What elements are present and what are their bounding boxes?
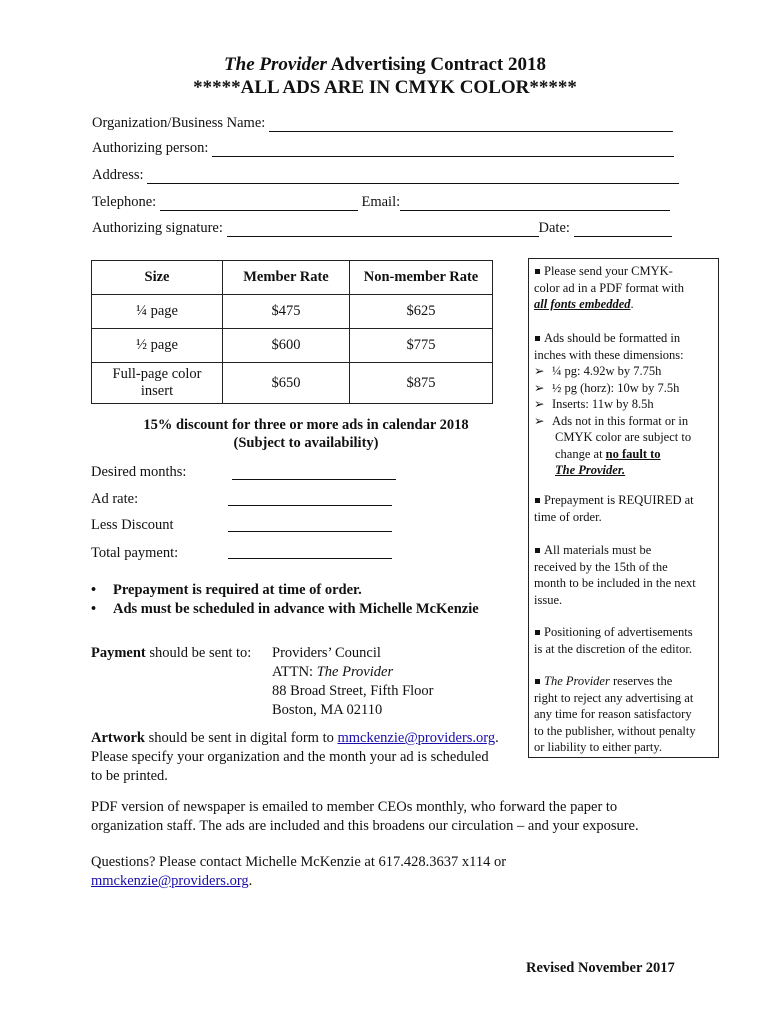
- dimension-item: [534, 380, 716, 397]
- sidebar-publication: The Provider: [544, 674, 610, 688]
- table-row: [92, 363, 493, 404]
- bullet-dot-icon: •: [91, 582, 97, 598]
- cell-size: ½ page: [92, 329, 223, 363]
- sidebar-line: [534, 624, 716, 641]
- signature-field: [92, 220, 672, 237]
- artwork-email-link[interactable]: mmckenzie@providers.org: [337, 730, 496, 746]
- arrow-bullet-icon: ➢: [534, 364, 545, 378]
- sidebar-line: to the publisher, without penalty: [534, 723, 696, 738]
- sidebar-text: Positioning of advertisements: [544, 625, 693, 639]
- dimension-item: [534, 413, 716, 430]
- discount-input-line[interactable]: [228, 530, 392, 532]
- address-label: Address:: [92, 167, 144, 183]
- sidebar-note-dimensions: [534, 330, 716, 479]
- cell-size: ¼ page: [92, 295, 223, 329]
- person-field: [92, 140, 674, 157]
- sidebar-line: [534, 492, 716, 509]
- date-label: Date:: [538, 220, 570, 236]
- org-input-line[interactable]: [269, 117, 673, 132]
- artwork-line1: [91, 729, 531, 748]
- signature-label: Authorizing signature:: [92, 220, 223, 236]
- square-bullet-icon: [535, 336, 540, 341]
- square-bullet-icon: [535, 548, 540, 553]
- sidebar-line: [534, 330, 716, 347]
- title-publication: The Provider: [224, 54, 327, 75]
- sidebar-line: [534, 296, 716, 313]
- artwork-section: [91, 729, 531, 786]
- sidebar-line: time of order.: [534, 509, 602, 524]
- bullet-schedule: [91, 601, 479, 618]
- paragraph-line: PDF version of newspaper is emailed to member CEOs monthly, who forward the paper to: [91, 799, 618, 815]
- sidebar-line: any time for reason satisfactory: [534, 707, 692, 721]
- payment-address: [272, 644, 434, 720]
- sidebar-line: is at the discretion of the editor.: [534, 641, 692, 656]
- title-rest: Advertising Contract 2018: [326, 54, 546, 75]
- total-input-line[interactable]: [228, 557, 392, 559]
- email-input-line[interactable]: [400, 196, 670, 211]
- address-line: 88 Broad Street, Fifth Floor: [272, 683, 434, 699]
- sidebar-text: ¼ pg: 4.92w by 7.75h: [552, 364, 662, 378]
- arrow-bullet-icon: ➢: [534, 380, 545, 395]
- sidebar-text: Ads not in this format or in: [552, 413, 689, 428]
- col-header-member: Member Rate: [223, 261, 350, 295]
- table-header-row: [92, 261, 493, 295]
- sidebar-line: [534, 542, 716, 559]
- sidebar-line: [534, 446, 716, 463]
- artwork-text: should be sent in digital form to: [144, 730, 338, 746]
- sidebar-text: Inserts: 11w by 8.5h: [552, 397, 654, 411]
- sidebar-note-prepayment: [534, 492, 716, 525]
- page-title: [0, 54, 770, 76]
- page-subtitle: *****ALL ADS ARE IN CMYK COLOR*****: [193, 77, 577, 98]
- total-label: Total payment:: [91, 545, 179, 561]
- org-label: Organization/Business Name:: [92, 115, 266, 131]
- address-line: [272, 663, 434, 682]
- sidebar-line: [534, 673, 716, 690]
- fonts-embedded-emph: all fonts embedded: [534, 297, 631, 311]
- sidebar-line: received by the 15th of the: [534, 559, 668, 574]
- months-label: Desired months:: [91, 464, 187, 480]
- bullet-text: Prepayment is required at time of order.: [113, 582, 362, 598]
- sidebar-line: month to be included in the next: [534, 576, 696, 590]
- telephone-input-line[interactable]: [160, 196, 358, 211]
- no-fault-emph: no fault to: [605, 446, 661, 461]
- square-bullet-icon: [535, 630, 540, 635]
- person-label: Authorizing person:: [92, 140, 209, 156]
- discount-note: (Subject to availability): [233, 435, 379, 451]
- sidebar-text: .: [630, 297, 634, 311]
- provider-emph: The Provider.: [555, 463, 626, 477]
- discount-label: Less Discount: [91, 517, 174, 533]
- payment-label-bold: Payment: [91, 645, 146, 661]
- attn-publication: The Provider: [316, 664, 394, 680]
- square-bullet-icon: [535, 269, 540, 274]
- cell-nonmember: $625: [350, 295, 493, 329]
- sidebar-text: Ads should be formatted in: [544, 331, 681, 345]
- paragraph-line: Questions? Please contact Michelle McKenzie at 617.428.3637 x114 or: [91, 854, 507, 870]
- bullet-dot-icon: •: [91, 601, 97, 617]
- square-bullet-icon: [535, 679, 540, 684]
- cell-size: Full-page color insert: [92, 363, 223, 404]
- pdf-paragraph: [91, 798, 639, 836]
- square-bullet-icon: [535, 498, 540, 503]
- sidebar-line: [534, 263, 716, 280]
- sidebar-text: All materials must be: [544, 543, 652, 557]
- revision-note: Revised November 2017: [526, 960, 675, 976]
- sidebar-text: change at: [555, 446, 606, 461]
- date-input-line[interactable]: [574, 222, 672, 237]
- arrow-bullet-icon: ➢: [534, 413, 545, 428]
- person-input-line[interactable]: [212, 142, 674, 157]
- sidebar-note-positioning: [534, 624, 716, 657]
- cell-member: $650: [223, 363, 350, 404]
- sidebar-note-materials: [534, 542, 716, 608]
- attn-prefix: ATTN:: [272, 664, 317, 680]
- sidebar-line: right to reject any advertising at: [534, 690, 694, 705]
- sidebar-text: Prepayment is REQUIRED at: [544, 493, 694, 507]
- table-row: [92, 295, 493, 329]
- address-input-line[interactable]: [147, 169, 679, 184]
- questions-paragraph: [91, 853, 506, 891]
- contact-email-link[interactable]: mmckenzie@providers.org: [91, 873, 249, 889]
- artwork-label-bold: Artwork: [91, 730, 145, 746]
- arrow-bullet-icon: ➢: [534, 397, 545, 411]
- artwork-period: .: [495, 730, 499, 746]
- cell-nonmember: $775: [350, 329, 493, 363]
- months-input-line[interactable]: [232, 478, 396, 480]
- payment-label-rest: should be sent to:: [145, 645, 252, 661]
- dimension-item: [534, 363, 716, 380]
- telephone-label: Telephone:: [92, 194, 157, 210]
- artwork-line3: to be printed.: [91, 768, 168, 784]
- cell-nonmember: $875: [350, 363, 493, 404]
- bullet-prepayment: [91, 582, 362, 599]
- sidebar-line: CMYK color are subject to: [555, 430, 692, 444]
- sidebar-note-rights: [534, 673, 716, 756]
- sidebar-line: or liability to either party.: [534, 740, 662, 754]
- paragraph-line: organization staff. The ads are included and this broadens our circulation – and your exposure.: [91, 818, 639, 834]
- sidebar-text: ½ pg (horz): 10w by 7.5h: [552, 380, 680, 395]
- table-row: [92, 329, 493, 363]
- col-header-nonmember: Non-member Rate: [350, 261, 493, 295]
- sidebar-line: inches with these dimensions:: [534, 347, 684, 362]
- discount-line: 15% discount for three or more ads in calendar 2018: [143, 417, 469, 433]
- sidebar-line: [534, 462, 716, 479]
- address-field: [92, 167, 679, 184]
- org-field: [92, 115, 673, 132]
- rates-table: [91, 260, 493, 404]
- sidebar-line: issue.: [534, 592, 563, 607]
- dimension-item: [534, 396, 716, 413]
- address-line: Providers’ Council: [272, 645, 381, 661]
- sidebar-text: reserves the: [609, 674, 673, 688]
- paragraph-line: [91, 872, 506, 891]
- payment-label: [91, 644, 251, 663]
- telephone-field: [92, 194, 670, 211]
- artwork-line2: Please specify your organization and the month your ad is scheduled: [91, 749, 489, 765]
- paragraph-period: .: [248, 873, 253, 889]
- col-header-size: Size: [92, 261, 223, 295]
- email-label: Email:: [361, 194, 401, 210]
- cell-member: $475: [223, 295, 350, 329]
- sidebar-line: color ad in a PDF format with: [534, 280, 684, 295]
- rate-label: Ad rate:: [91, 491, 139, 507]
- bullet-text: Ads must be scheduled in advance with Michelle McKenzie: [113, 601, 479, 617]
- cell-member: $600: [223, 329, 350, 363]
- sidebar-note-format: [534, 263, 716, 313]
- sidebar-text: Please send your CMYK-: [544, 264, 673, 278]
- address-line: Boston, MA 02110: [272, 702, 383, 718]
- signature-input-line[interactable]: [227, 222, 539, 237]
- rate-input-line[interactable]: [228, 504, 392, 506]
